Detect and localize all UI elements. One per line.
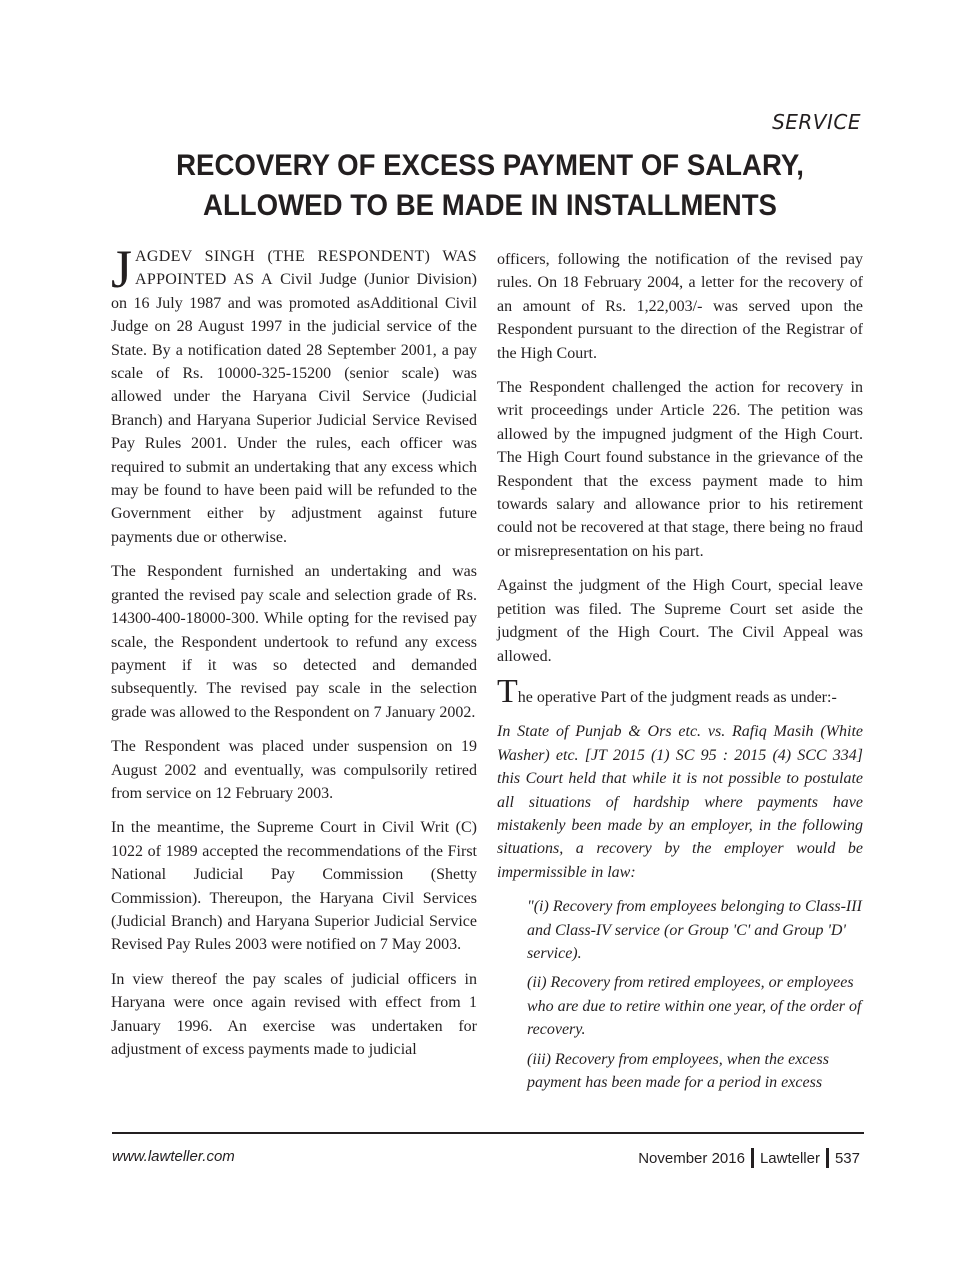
paragraph: Against the judgment of the High Court, special leave petition was filed. The Supreme Court set aside the judgment of the High Court. The Civil Appeal was allowed. — [497, 577, 863, 665]
footer-separator — [826, 1148, 829, 1168]
footer-info — [638, 1148, 860, 1168]
paragraph: In view thereof the pay scales of judicial officers in Haryana were once again revised with effect from 1 January 1996. An exercise was undertaken for adjustment of excess payments made to judicial — [111, 970, 477, 1058]
title-line-2: ALLOWED TO BE MADE IN INSTALLMENTS — [203, 189, 777, 222]
left-column — [111, 239, 477, 1072]
publication-name: Lawteller — [759, 1149, 820, 1167]
footer-divider — [112, 1132, 864, 1134]
paragraph-intro — [111, 239, 477, 549]
paragraph-text: Civil Judge (Junior Division) on 16 July 1987 and was promoted asAdditional Civil Judge on 28 August 1997 in the judicial service of the State. By a notification dated 28 September 2001, a pay scale of Rs. 10000-325-15200 (senior scale) was allowed under the Haryana Civil Service (Judicial Branch) and Haryana Superior Judicial Service Revised Pay Rules 2001. Under the rules, each officer was required to submit an undertaking that any excess which may be found to have been paid will be refunded to the Government either by adjustment against future payments due or otherwise. — [111, 271, 477, 546]
footer-separator — [751, 1148, 754, 1168]
page-number: 537 — [834, 1149, 860, 1167]
paragraph: officers, following the notification of the revised pay rules. On 18 February 2004, a letter for the recovery of an amount of Rs. 1,22,003/- was served upon the Respondent pursuant to the direction of the Registrar of the High Court. — [497, 251, 863, 362]
title-line-1: RECOVERY OF EXCESS PAYMENT OF SALARY, — [176, 149, 804, 182]
paragraph: The Respondent challenged the action for recovery in writ proceedings under Article 226. The petition was allowed by the impugned judgment of the High Court. The High Court found substance in the grievance of the Respondent that the excess payment made to him towards salary and allowance prior to his retirement could not be recovered at that stage, there being no fraud or misrepresentation on his part. — [497, 379, 863, 560]
paragraph: In the meantime, the Supreme Court in Civil Writ (C) 1022 of 1989 accepted the recommendations of the First National Judicial Pay Commission (Shetty Commission). Thereupon, the Haryana Civil Services (Judicial Branch) and Haryana Superior Judicial Service Revised Pay Rules 2003 were notified on 7 May 2003. — [111, 819, 477, 954]
footer-website: www.lawteller.com — [112, 1148, 235, 1165]
article-title — [131, 146, 849, 226]
quote-item: (ii) Recovery from retired employees, or employees who are due to retire within one year, of the order of recovery. — [527, 974, 862, 1039]
paragraph: The Respondent furnished an undertaking and was granted the revised pay scale and selection grade of Rs. 14300-400-18000-300. While opting for the revised pay scale, the Respondent undertook to refund any excess payment if it was so detected and demanded subsequently. The revised pay scale in the selection grade was allowed to the Respondent on 7 January 2002. — [111, 563, 477, 721]
section-label: SERVICE — [772, 110, 861, 134]
quoted-conditions-list — [527, 895, 863, 1094]
lead-in-caps: AGDEV SINGH (THE RESPONDENT) WAS APPOINTED AS A — [135, 248, 477, 289]
judgment-excerpt: In State of Punjab & Ors etc. vs. Rafiq Masih (White Washer) etc. [JT 2015 (1) SC 95 : 2015 (4) SCC 334] this Court held that while it is not possible to postulate all situations of hardship where payments have mistakenly been made by an employer, in the following situations, a recovery by the employer would be impermissible in law: — [497, 723, 863, 881]
right-column — [497, 248, 863, 1100]
drop-cap: T — [497, 672, 518, 710]
paragraph-text: he operative Part of the judgment reads as under:- — [517, 688, 837, 706]
issue-date: November 2016 — [638, 1149, 745, 1167]
drop-cap: J — [111, 239, 133, 299]
quote-item: "(i) Recovery from employees belonging to Class-III and Class-IV service (or Group 'C' and Group 'D' service). — [527, 898, 862, 962]
quote-item: (iii) Recovery from employees, when the excess payment has been made for a period in excess — [527, 1050, 829, 1091]
paragraph: The Respondent was placed under suspension on 19 August 2002 and eventually, was compulsorily retired from service on 12 February 2003. — [111, 738, 477, 802]
paragraph-operative-part — [497, 672, 863, 710]
